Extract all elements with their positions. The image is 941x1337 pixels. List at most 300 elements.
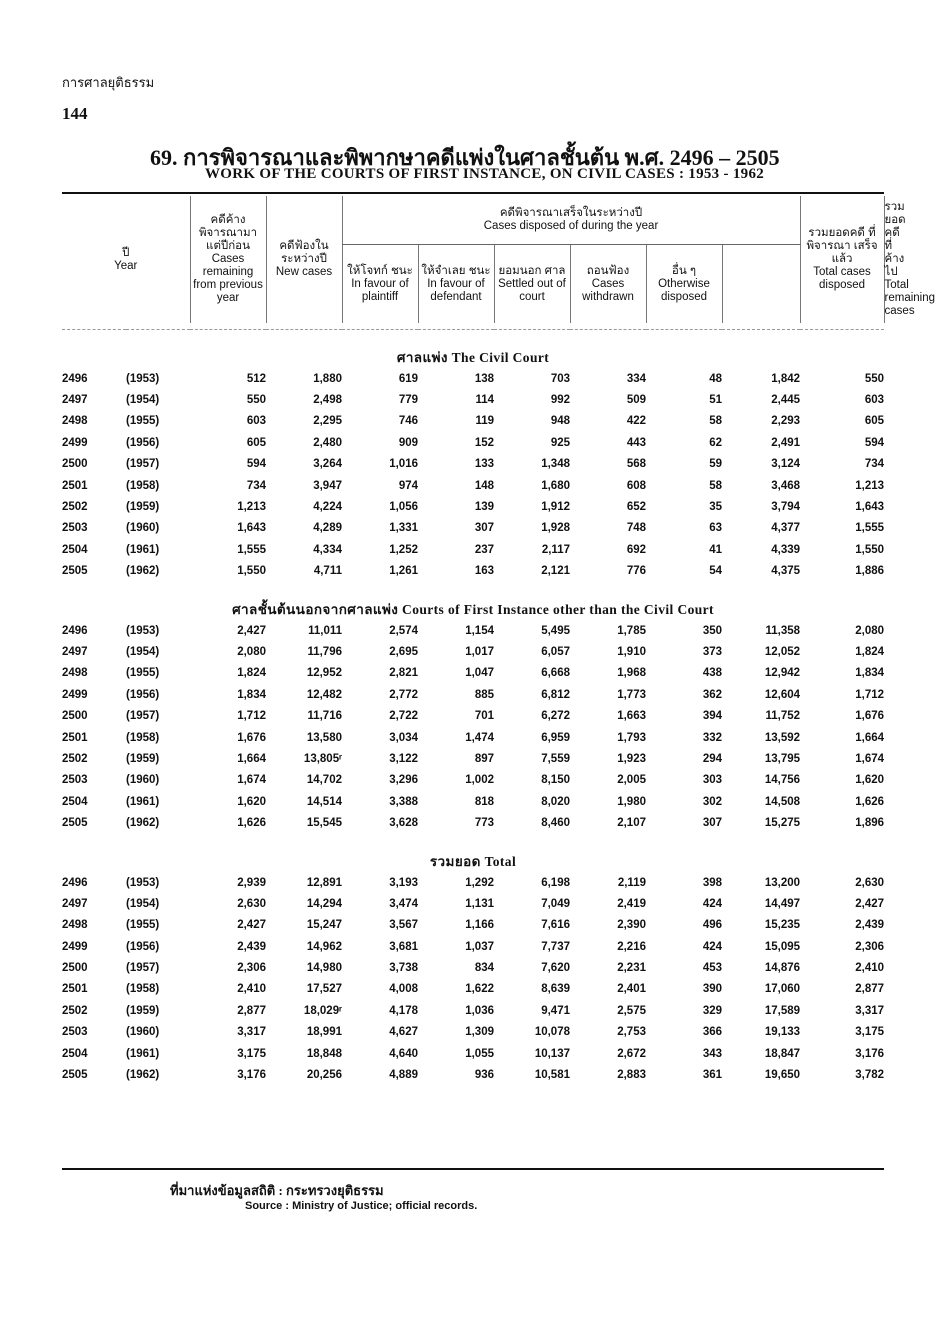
- year-ce: (1957): [126, 962, 160, 975]
- cell-remaining-prev: 1,550: [237, 565, 266, 578]
- cell-otherwise: 424: [702, 940, 722, 953]
- cell-favour-defendant: 1,154: [465, 624, 494, 637]
- cell-new-cases: 17,527: [306, 983, 342, 996]
- cell-favour-plaintiff: 3,628: [389, 817, 418, 830]
- cell-favour-defendant: 152: [474, 436, 494, 449]
- cell-remaining-prev: 603: [246, 415, 266, 428]
- cell-remaining-prev: 3,317: [237, 1026, 266, 1039]
- cell-favour-defendant: 1,055: [465, 1047, 494, 1060]
- cell-favour-plaintiff: 746: [398, 415, 418, 428]
- cell-withdrawn: 2,753: [617, 1026, 646, 1039]
- year-be: 2496: [62, 624, 88, 637]
- cell-favour-defendant: 138: [474, 372, 494, 385]
- cell-total-disposed: 13,795: [764, 752, 801, 765]
- year-ce: (1955): [126, 919, 160, 932]
- year-ce: (1955): [126, 667, 160, 680]
- year-be: 2496: [62, 372, 88, 385]
- table-row: [62, 748, 884, 769]
- cell-favour-defendant: 1,036: [465, 1004, 494, 1017]
- cell-total-disposed: 15,235: [764, 919, 801, 932]
- cell-settled: 7,616: [541, 919, 570, 932]
- cell-total-remaining: 1,886: [855, 565, 885, 578]
- cell-remaining-prev: 512: [246, 372, 266, 385]
- table-row: [62, 389, 884, 410]
- cell-favour-defendant: 818: [474, 795, 494, 808]
- cell-settled: 948: [550, 415, 570, 428]
- cell-favour-defendant: 114: [475, 394, 494, 407]
- cell-favour-plaintiff: 2,821: [389, 667, 418, 680]
- cell-remaining-prev: 3,176: [237, 1069, 266, 1082]
- cell-new-cases: 14,294: [306, 897, 342, 910]
- table-row: [62, 1064, 884, 1085]
- cell-settled: 992: [550, 394, 570, 407]
- cell-new-cases: 4,289: [313, 522, 342, 535]
- cell-remaining-prev: 2,410: [237, 983, 266, 996]
- header-placeholder: [722, 245, 800, 324]
- year-be: 2505: [62, 817, 88, 830]
- cell-total-remaining: 605: [864, 415, 885, 428]
- table-row: [62, 915, 884, 936]
- year-ce: (1956): [126, 940, 160, 953]
- year-ce: (1962): [126, 1069, 160, 1082]
- year-ce: (1955): [126, 415, 160, 428]
- cell-total-remaining: 1,555: [855, 522, 885, 535]
- cell-favour-plaintiff: 4,008: [389, 983, 418, 996]
- cell-total-remaining: 3,176: [855, 1047, 885, 1060]
- cell-new-cases: 14,514: [306, 795, 342, 808]
- cell-total-remaining: 1,712: [855, 688, 885, 701]
- year-be: 2497: [62, 645, 88, 658]
- cell-total-disposed: 2,491: [771, 436, 801, 449]
- cell-total-remaining: 1,676: [855, 710, 885, 723]
- top-rule: [62, 192, 884, 194]
- cell-otherwise: 63: [709, 522, 722, 535]
- cell-withdrawn: 608: [626, 479, 646, 492]
- cell-remaining-prev: 1,643: [237, 522, 266, 535]
- cell-withdrawn: 692: [626, 543, 646, 556]
- cell-remaining-prev: 2,427: [237, 919, 266, 932]
- cell-settled: 8,460: [541, 817, 570, 830]
- cell-total-disposed: 12,052: [764, 645, 801, 658]
- cell-new-cases: 11,796: [307, 645, 342, 658]
- cell-new-cases: 3,947: [313, 479, 342, 492]
- source-thai: ที่มาแห่งข้อมูลสถิติ : กระทรวงยุติธรรม: [170, 1183, 384, 1198]
- cell-settled: 1,680: [541, 479, 570, 492]
- year-be: 2500: [62, 710, 88, 723]
- cell-favour-defendant: 119: [475, 415, 494, 428]
- cell-favour-plaintiff: 4,627: [389, 1026, 418, 1039]
- table-row: [62, 893, 884, 914]
- year-be: 2500: [62, 458, 88, 471]
- cell-favour-plaintiff: 3,388: [389, 795, 418, 808]
- header-settled: ยอมนอก ศาล Settled out of court: [494, 245, 570, 324]
- cell-withdrawn: 2,005: [617, 774, 646, 787]
- cell-favour-plaintiff: 2,574: [389, 624, 418, 637]
- year-be: 2501: [62, 479, 88, 492]
- cell-new-cases: 13,580: [306, 731, 342, 744]
- cell-settled: 6,198: [541, 876, 570, 889]
- cell-favour-defendant: 1,047: [465, 667, 494, 680]
- year-ce: (1954): [126, 897, 160, 910]
- cell-total-remaining: 550: [864, 372, 885, 385]
- cell-favour-plaintiff: 909: [398, 436, 418, 449]
- cell-withdrawn: 2,419: [617, 897, 646, 910]
- cell-withdrawn: 2,575: [617, 1004, 646, 1017]
- cell-total-disposed: 4,339: [771, 543, 801, 556]
- year-be: 2498: [62, 667, 88, 680]
- cell-total-remaining: 2,306: [855, 940, 885, 953]
- cell-total-remaining: 3,782: [855, 1069, 885, 1082]
- cell-favour-plaintiff: 3,474: [389, 897, 418, 910]
- cell-total-disposed: 19,133: [764, 1026, 801, 1039]
- cell-total-disposed: 2,445: [771, 394, 801, 407]
- cell-remaining-prev: 2,877: [237, 1004, 266, 1017]
- cell-otherwise: 453: [702, 962, 722, 975]
- cell-otherwise: 394: [702, 710, 722, 723]
- cell-total-disposed: 2,293: [771, 415, 801, 428]
- cell-favour-plaintiff: 974: [398, 479, 418, 492]
- year-be: 2504: [62, 795, 88, 808]
- cell-total-disposed: 13,200: [764, 876, 801, 889]
- header-new-cases: คดีฟ้องใน ระหว่างปี New cases: [266, 196, 342, 323]
- table-row: [62, 872, 884, 893]
- cell-favour-plaintiff: 4,640: [389, 1047, 418, 1060]
- year-be: 2503: [62, 1026, 88, 1039]
- table-row: [62, 411, 884, 432]
- cell-remaining-prev: 1,213: [237, 501, 266, 514]
- cell-total-remaining: 2,630: [855, 876, 885, 889]
- cell-new-cases: 1,880: [313, 372, 342, 385]
- year-ce: (1956): [126, 688, 160, 701]
- year-be: 2499: [62, 436, 88, 449]
- year-be: 2504: [62, 543, 88, 556]
- cell-otherwise: 438: [702, 667, 722, 680]
- cell-favour-defendant: 1,017: [465, 645, 494, 658]
- cell-withdrawn: 1,663: [617, 710, 646, 723]
- cell-total-disposed: 14,876: [764, 962, 801, 975]
- cell-settled: 1,348: [541, 458, 570, 471]
- table-row: [62, 641, 884, 662]
- cell-remaining-prev: 1,620: [237, 795, 266, 808]
- cell-otherwise: 496: [702, 919, 722, 932]
- cell-new-cases: 11,011: [308, 624, 342, 637]
- cell-new-cases: 18,991: [306, 1026, 342, 1039]
- table-row: [62, 1043, 884, 1064]
- cell-remaining-prev: 2,427: [237, 624, 266, 637]
- header-total-disposed: รวมยอดคดี ที่พิจารณา เสร็จแล้ว Total cases disposed: [800, 196, 884, 323]
- section-label: ศาลชั้นต้นนอกจากศาลแพ่ง Courts of First Instance other than the Civil Court: [232, 601, 714, 617]
- cell-total-disposed: 14,756: [764, 774, 801, 787]
- table-row: [62, 518, 884, 539]
- year-ce: (1954): [126, 394, 160, 407]
- table-title-thai: 69. การพิจารณาและพิพากษาคดีแพ่งในศาลชั้นต้น พ.ศ. 2496 – 2505: [150, 145, 780, 170]
- cell-otherwise: 398: [702, 876, 722, 889]
- cell-settled: 1,912: [541, 501, 570, 514]
- cell-total-disposed: 1,842: [771, 372, 801, 385]
- cell-total-disposed: 13,592: [764, 731, 801, 744]
- cell-new-cases: 4,224: [313, 501, 342, 514]
- year-be: 2498: [62, 415, 88, 428]
- year-ce: (1961): [126, 795, 160, 808]
- cell-settled: 10,581: [534, 1069, 570, 1082]
- cell-total-disposed: 11,358: [765, 624, 801, 637]
- year-ce: (1957): [126, 458, 160, 471]
- cell-otherwise: 424: [702, 897, 722, 910]
- cell-new-cases: 15,247: [306, 919, 342, 932]
- cell-favour-defendant: 307: [474, 522, 494, 535]
- table-row: [62, 561, 884, 582]
- cell-otherwise: 48: [709, 372, 722, 385]
- year-ce: (1956): [126, 436, 160, 449]
- cell-favour-plaintiff: 619: [398, 372, 418, 385]
- cell-total-remaining: 1,620: [855, 774, 885, 787]
- table-row: [62, 979, 884, 1000]
- year-be: 2504: [62, 1047, 88, 1060]
- cell-favour-plaintiff: 2,772: [389, 688, 418, 701]
- cell-remaining-prev: 1,676: [237, 731, 266, 744]
- cell-settled: 6,057: [541, 645, 570, 658]
- year-ce: (1961): [126, 543, 160, 556]
- cell-new-cases: 4,711: [313, 565, 342, 578]
- cell-total-remaining: 603: [864, 394, 885, 407]
- cell-withdrawn: 568: [626, 458, 646, 471]
- cell-otherwise: 361: [702, 1069, 722, 1082]
- cell-withdrawn: 2,119: [617, 876, 646, 889]
- table-row: [62, 812, 884, 833]
- cell-total-remaining: 2,877: [855, 983, 885, 996]
- cell-otherwise: 54: [709, 565, 722, 578]
- header-withdrawn: ถอนฟ้อง Cases withdrawn: [570, 245, 646, 324]
- cell-otherwise: 294: [702, 752, 722, 765]
- table-row: [62, 957, 884, 978]
- cell-settled: 2,117: [541, 543, 570, 556]
- cell-total-remaining: 1,550: [855, 543, 885, 556]
- year-be: 2505: [62, 565, 88, 578]
- year-be: 2505: [62, 1069, 88, 1082]
- year-be: 2498: [62, 919, 88, 932]
- table-row: [62, 1000, 884, 1021]
- year-ce: (1953): [126, 876, 160, 889]
- cell-remaining-prev: 1,555: [237, 543, 266, 556]
- cell-total-remaining: 3,317: [855, 1004, 885, 1017]
- year-be: 2497: [62, 394, 88, 407]
- cell-settled: 7,559: [541, 752, 570, 765]
- cell-total-remaining: 3,175: [855, 1026, 885, 1039]
- table-row: [62, 705, 884, 726]
- cell-total-disposed: 3,468: [771, 479, 801, 492]
- table-title-english: WORK OF THE COURTS OF FIRST INSTANCE, ON CIVIL CASES : 1953 - 1962: [205, 166, 765, 182]
- year-ce: (1953): [126, 624, 160, 637]
- cell-new-cases: 14,980: [306, 962, 342, 975]
- cell-total-remaining: 1,896: [855, 817, 885, 830]
- bottom-rule: [62, 1168, 884, 1170]
- year-be: 2503: [62, 774, 88, 787]
- cell-favour-plaintiff: 1,252: [389, 543, 418, 556]
- cell-total-remaining: 1,674: [855, 752, 885, 765]
- table-row: [62, 727, 884, 748]
- cell-otherwise: 362: [702, 688, 722, 701]
- cell-favour-defendant: 1,622: [465, 983, 494, 996]
- cell-otherwise: 58: [709, 415, 722, 428]
- header-remaining-prev: คดีค้าง พิจารณามา แต่ปีก่อน Cases remaining from previous year: [190, 196, 266, 323]
- cell-remaining-prev: 1,834: [237, 688, 266, 701]
- cell-withdrawn: 1,785: [617, 624, 646, 637]
- year-ce: (1958): [126, 479, 160, 492]
- cell-new-cases: 2,295: [313, 415, 342, 428]
- cell-otherwise: 303: [702, 774, 722, 787]
- cell-total-disposed: 14,508: [764, 795, 801, 808]
- cell-favour-defendant: 1,166: [465, 919, 494, 932]
- cell-remaining-prev: 1,664: [237, 752, 266, 765]
- cell-new-cases: 12,891: [306, 876, 342, 889]
- section-label: ศาลแพ่ง The Civil Court: [396, 350, 550, 365]
- table-row: [62, 936, 884, 957]
- cell-total-disposed: 12,604: [764, 688, 801, 701]
- cell-favour-plaintiff: 3,122: [389, 752, 418, 765]
- cell-favour-defendant: 148: [474, 479, 494, 492]
- cell-withdrawn: 509: [626, 394, 646, 407]
- cell-settled: 7,049: [541, 897, 570, 910]
- year-ce: (1958): [126, 983, 160, 996]
- section-header: [62, 330, 884, 369]
- cell-total-remaining: 1,626: [855, 795, 885, 808]
- cell-favour-plaintiff: 3,681: [389, 940, 418, 953]
- cell-settled: 2,121: [541, 565, 570, 578]
- cell-otherwise: 35: [709, 501, 722, 514]
- cell-remaining-prev: 1,824: [237, 667, 266, 680]
- cell-favour-plaintiff: 3,193: [389, 876, 418, 889]
- year-ce: (1960): [126, 1026, 160, 1039]
- cell-withdrawn: 2,231: [617, 962, 646, 975]
- cell-withdrawn: 2,401: [617, 983, 646, 996]
- header-disposed-group: คดีพิจารณาเสร็จในระหว่างปี Cases disposed of during the year: [342, 196, 800, 245]
- cell-total-remaining: 1,664: [855, 731, 885, 744]
- header-year: ปี Year: [114, 246, 138, 272]
- year-ce: (1962): [126, 817, 160, 830]
- cell-total-disposed: 17,589: [764, 1004, 801, 1017]
- cell-otherwise: 307: [702, 817, 722, 830]
- cell-otherwise: 366: [702, 1026, 722, 1039]
- cell-total-disposed: 15,275: [764, 817, 801, 830]
- cell-remaining-prev: 1,674: [237, 774, 266, 787]
- cell-new-cases: 3,264: [313, 458, 342, 471]
- cell-favour-plaintiff: 1,056: [389, 501, 418, 514]
- cell-otherwise: 62: [709, 436, 722, 449]
- cell-settled: 1,928: [541, 522, 570, 535]
- year-be: 2500: [62, 962, 88, 975]
- cell-new-cases: 2,480: [313, 436, 342, 449]
- cell-otherwise: 332: [702, 731, 722, 744]
- cell-favour-defendant: 701: [474, 710, 494, 723]
- year-be: 2499: [62, 688, 88, 701]
- table-row: [62, 496, 884, 517]
- year-ce: (1960): [126, 522, 160, 535]
- cell-withdrawn: 334: [626, 372, 646, 385]
- cell-settled: 925: [550, 436, 570, 449]
- cell-total-remaining: 2,080: [855, 624, 885, 637]
- cell-favour-defendant: 133: [474, 458, 494, 471]
- year-ce: (1959): [126, 752, 160, 765]
- cell-new-cases: 18,848: [306, 1047, 342, 1060]
- cell-withdrawn: 2,390: [617, 919, 646, 932]
- table-row: [62, 620, 884, 641]
- cell-new-cases: 4,334: [313, 543, 342, 556]
- cell-new-cases: 12,952: [306, 667, 342, 680]
- cell-remaining-prev: 2,939: [237, 876, 266, 889]
- section-label: รวมยอด Total: [429, 853, 517, 869]
- cell-favour-defendant: 1,292: [465, 876, 494, 889]
- cell-new-cases: 12,482: [306, 688, 342, 701]
- cell-favour-plaintiff: 1,016: [389, 458, 418, 471]
- cell-favour-defendant: 1,474: [465, 731, 494, 744]
- cell-new-cases: 20,256: [306, 1069, 342, 1082]
- cell-favour-defendant: 139: [474, 501, 494, 514]
- cell-new-cases: 14,962: [306, 940, 342, 953]
- cell-favour-defendant: 237: [474, 543, 494, 556]
- cell-withdrawn: 422: [626, 415, 646, 428]
- cell-withdrawn: 1,793: [617, 731, 646, 744]
- civil-cases-table: ปี Year คดีค้าง พิจารณามา แต่ปีก่อน Cases remaining from previous year คดีฟ้องใน ระหว่างปี New cases คดีพิจารณาเสร็จในระหว่างปี Cases disposed of during the year รวมยอดคดี ที่พิจารณา เสร็จแล้ว Total cases disposed รวมยอดคดี ที่ค้างไป Total remaining cases ให้โจทก์ ชนะ In favour of plaintiff ให้จำเลย ชนะ In favour of defendant ยอมนอก ศาล Settled out of court ถอนฟ้อง Cases withdrawn อื่น ๆ Otherwise disposed ศาลแพ่ง The Civil Court 2496 (1953) 512 1,880 619 138 703 334 48 1,842 550 2497 (1954) 550 2,498 779 114 992 509 51 2,445 603 2498 (1955) 603 2,295 746 119 948 422 58 2,293 605 2499 (1956) 605 2,480 909 152 925 443 62 2,491 594 2500 (1957) 594 3,264 1,016 133 1,348 568 59 3,124 734 2501 (1958) 734 3,947 974 148 1,680 608 58 3,468 1,213 2502 (1959) 1,213 4,224 1,056 139 1,912 652 35 3,794 1,643 2503 (1960) 1,643 4,289 1,331 307 1,928 748 63 4,377 1,555 2504 (1961) 1,555 4,334 1,252 237 2,117 692 41 4,339 1,550 2505 (1962) 1,550 4,711 1,261 163 2,121 776 54 4,375 1,886 ศาลชั้นต้นนอกจากศาลแพ่ง Courts of First Instance other than the Civil Court 2496 (1953) 2,427 11,011 2,574 1,154 5,495 1,785 350 11,358 2,080 2497 (1954) 2,080 11,796 2,695 1,017 6,057 1,910 373 12,052 1,824 2498 (1955) 1,824 12,952 2,821 1,047 6,668 1,968 438 12,942 1,834 2499 (1956) 1,834 12,482 2,772 885 6,812 1,773 362 12,604 1,712 2500 (1957) 1,712 11,716 2,722 701 6,272 1,663 394 11,752 1,676 2501 (1958) 1,676 13,580 3,034 1,474 6,959 1,793 332 13,592 1,664 2502 (1959) 1,664 13,805ʳ 3,122 897 7,559 1,923 294 13,795 1,674 2503 (1960) 1,674 14,702 3,296 1,002 8,150 2,005 303 14,756 1,620 2504 (1961) 1,620 14,514 3,388 818 8,020 1,980 302 14,508 1,626 2505 (1962) 1,626 15,545 3,628 773 8,460 2,107 307 15,275 1,896 รวมยอด Total 2496 (1953) 2,939 12,891 3,193 1,292 6,198 2,119 398 13,200 2,630 2497 (1954) 2,630 14,294 3,474 1,131 7,049 2,419 424 14,497 2,427 2498 (1955) 2,427 15,247 3,567 1,166 7,616 2,390 496 15,235 2,439 2499 (1956) 2,439 14,962 3,681 1,037 7,737 2,216 424 15,095 2,306 2500 (1957) 2,306 14,980 3,738 834 7,620 2,231 453 14,876 2,410 2501 (1958) 2,410 17,527 4,008 1,622 8,639 2,401 390 17,060 2,877 2502 (1959) 2,877 18,029ʳ 4,178 1,036 9,471 2,575 329 17,589 3,317 2503 (1960) 3,317 18,991 4,627 1,309 10,078 2,753 366 19,133 3,175 2504 (1961) 3,175 18,848 4,640 1,055 10,137 2,672 343 18,847 3,176 2505 (1962) 3,176 20,256 4,889 936 10,581 2,883 361 19,650 3,782: [62, 196, 884, 1086]
- year-ce: (1962): [126, 565, 160, 578]
- cell-favour-plaintiff: 1,331: [389, 522, 418, 535]
- cell-favour-defendant: 897: [474, 752, 494, 765]
- cell-favour-defendant: 1,309: [465, 1026, 494, 1039]
- cell-new-cases: 18,029ʳ: [303, 1004, 342, 1017]
- cell-settled: 10,137: [534, 1047, 570, 1060]
- cell-total-disposed: 4,377: [771, 522, 801, 535]
- cell-otherwise: 390: [702, 983, 722, 996]
- cell-favour-plaintiff: 779: [398, 394, 418, 407]
- cell-remaining-prev: 2,439: [237, 940, 266, 953]
- year-be: 2502: [62, 752, 88, 765]
- cell-remaining-prev: 2,630: [237, 897, 266, 910]
- cell-favour-plaintiff: 2,695: [389, 645, 418, 658]
- cell-settled: 5,495: [541, 624, 570, 637]
- table-row: [62, 454, 884, 475]
- year-be: 2496: [62, 876, 88, 889]
- table-row: [62, 1022, 884, 1043]
- cell-settled: 6,812: [541, 688, 570, 701]
- cell-favour-defendant: 163: [474, 565, 494, 578]
- cell-total-remaining: 2,427: [855, 897, 885, 910]
- table-row: [62, 539, 884, 560]
- cell-total-disposed: 4,375: [771, 565, 801, 578]
- header-otherwise: อื่น ๆ Otherwise disposed: [646, 245, 722, 324]
- table-row: [62, 791, 884, 812]
- cell-settled: 6,668: [541, 667, 570, 680]
- cell-total-disposed: 12,942: [764, 667, 801, 680]
- cell-otherwise: 58: [709, 479, 722, 492]
- cell-otherwise: 343: [702, 1047, 722, 1060]
- page-number: 144: [62, 104, 88, 123]
- cell-withdrawn: 1,968: [617, 667, 646, 680]
- table-row: [62, 475, 884, 496]
- cell-total-remaining: 1,824: [855, 645, 885, 658]
- year-ce: (1959): [126, 501, 160, 514]
- cell-total-disposed: 3,124: [771, 458, 801, 471]
- cell-withdrawn: 443: [626, 436, 646, 449]
- cell-total-disposed: 17,060: [764, 983, 801, 996]
- table-row: [62, 663, 884, 684]
- cell-settled: 703: [550, 372, 570, 385]
- cell-withdrawn: 2,107: [617, 817, 646, 830]
- cell-settled: 6,272: [541, 710, 570, 723]
- year-be: 2501: [62, 731, 88, 744]
- cell-otherwise: 59: [709, 458, 722, 471]
- cell-new-cases: 15,545: [306, 817, 342, 830]
- cell-favour-defendant: 1,131: [465, 897, 494, 910]
- cell-new-cases: 11,716: [307, 710, 342, 723]
